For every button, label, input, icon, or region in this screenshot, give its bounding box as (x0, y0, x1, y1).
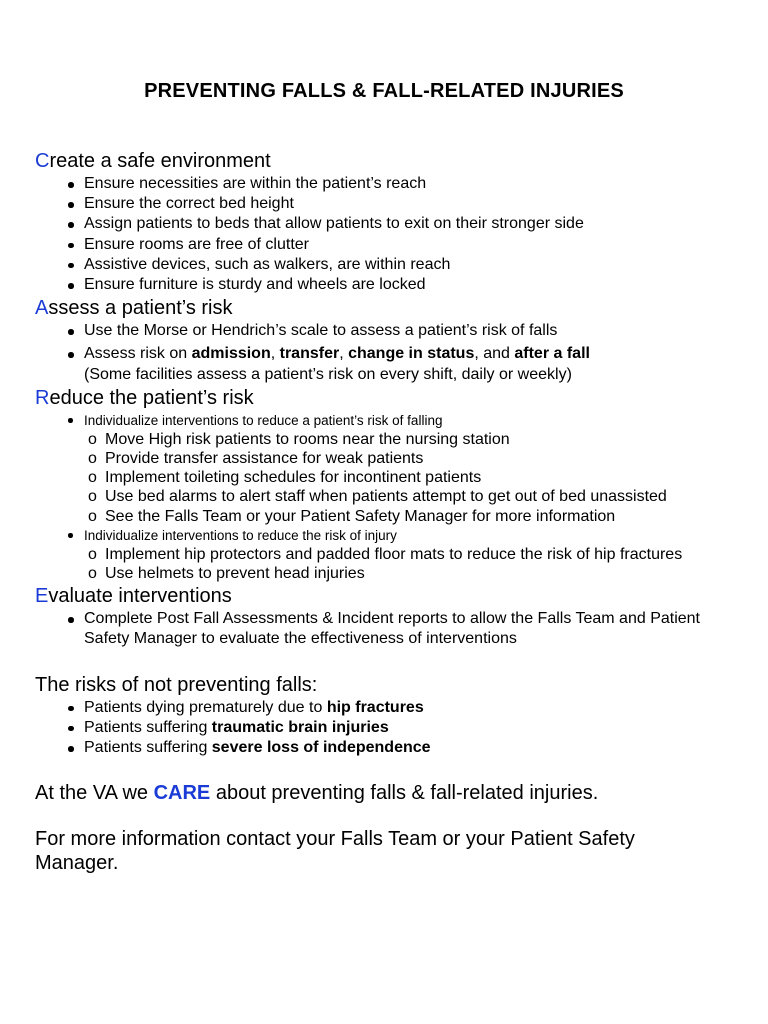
bullet-item: Assistive devices, such as walkers, are within reach (35, 255, 747, 275)
section-evaluate-heading (35, 583, 747, 609)
sub-bullet-item: o Provide transfer assistance for weak patients (35, 449, 747, 468)
bold-text: admission (191, 345, 271, 363)
sub-bullet-item: o Use bed alarms to alert staff when patients attempt to get out of bed unassisted (35, 487, 747, 506)
care-word: CARE (153, 782, 211, 805)
section-create-heading (35, 148, 747, 174)
section-evaluate-letter: E (35, 585, 49, 608)
section-create-text: reate a safe environment (49, 150, 271, 172)
bold-text: traumatic brain injuries (211, 718, 389, 736)
page-title: PREVENTING FALLS & FALL-RELATED INJURIES (144, 80, 624, 102)
section-assess-heading (35, 295, 747, 321)
document-body (35, 148, 747, 875)
sub-bullet-item: o Implement hip protectors and padded floor mats to reduce the risk of hip fractures (35, 545, 747, 564)
sub-bullet-item: o Implement toileting schedules for incontinent patients (35, 468, 747, 487)
bullet-item (35, 738, 747, 758)
bold-text: severe loss of independence (211, 739, 431, 757)
bold-text: transfer (279, 345, 340, 363)
text: , and (474, 345, 515, 363)
note-text: (Some facilities assess a patient’s risk on every shift, daily or weekly) (84, 365, 572, 383)
bullet-item: Individualize interventions to reduce the risk of injury (35, 526, 747, 545)
section-reduce-heading (35, 385, 747, 411)
bullet-item: Ensure furniture is sturdy and wheels are locked (35, 275, 747, 295)
text: Patients suffering (84, 718, 212, 736)
section-reduce-letter: R (35, 386, 50, 409)
bullet-item (35, 698, 747, 718)
section-reduce-text: educe the patient’s risk (49, 386, 254, 409)
bullet-item (35, 718, 747, 738)
text: , (270, 345, 280, 363)
bold-text: hip fractures (326, 698, 424, 716)
bullet-item: Ensure rooms are free of clutter (35, 235, 747, 255)
text: Assess risk on (84, 345, 192, 363)
section-create-letter: C (35, 150, 50, 172)
sub-bullet-item: o Move High risk patients to rooms near the nursing station (35, 430, 747, 449)
bold-text: after a fall (514, 345, 590, 363)
bold-text: change in status (348, 345, 475, 363)
section-assess-letter: A (35, 297, 49, 320)
bullet-item: Complete Post Fall Assessments & Incident reports to allow the Falls Team and Patient Safety Manager to evaluate the effectiveness of interventions (35, 609, 747, 649)
text: Patients suffering (84, 739, 212, 757)
text: At the VA we (35, 782, 154, 805)
text: about preventing falls & fall-related injuries. (210, 782, 599, 805)
section-evaluate-text: valuate interventions (48, 585, 232, 608)
contact-statement: For more information contact your Falls Team or your Patient Safety Manager. (35, 828, 635, 875)
bullet-item: Ensure necessities are within the patient’s reach (35, 174, 747, 194)
text: , (339, 345, 349, 363)
section-assess-text: ssess a patient’s risk (48, 297, 233, 320)
bullet-item: Assign patients to beds that allow patients to exit on their stronger side (35, 214, 747, 234)
text: Patients dying prematurely due to (84, 698, 327, 716)
sub-bullet-item: o See the Falls Team or your Patient Safety Manager for more information (35, 507, 747, 526)
care-statement (35, 781, 747, 805)
sub-bullet-item: o Use helmets to prevent head injuries (35, 564, 747, 583)
risks-heading: The risks of not preventing falls: (35, 673, 318, 696)
bullet-item: Ensure the correct bed height (35, 194, 747, 214)
bullet-item (35, 344, 747, 364)
bullet-item: Individualize interventions to reduce a patient’s risk of falling (35, 411, 747, 430)
bullet-item: Use the Morse or Hendrich’s scale to assess a patient’s risk of falls (35, 321, 747, 341)
